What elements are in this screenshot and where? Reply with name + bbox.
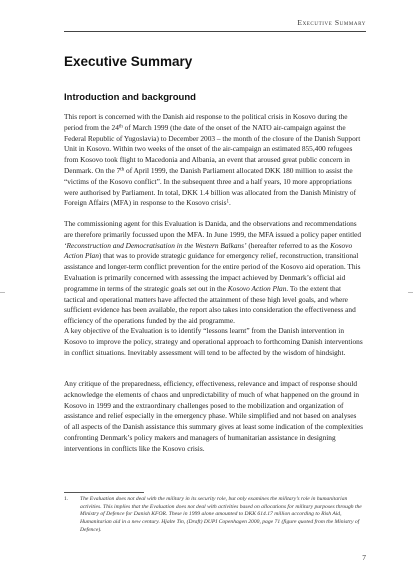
- policy-title: ‘Reconstruction and Democratisation in the Western Balkans’: [64, 240, 247, 250]
- text-run: .: [229, 198, 231, 208]
- text-run: of April 1999, the Danish Parliament allocated DKK 180 million to assist the “victims of the Kosovo conflict”. In the subsequent three and a half years, 10 more appropriations were authorised by Parliament. In total, DKK 1.4 billion was allocated from the Danish Ministry of Foreign Affairs (MFA) in response to the Kosovo crisis: [64, 165, 357, 208]
- superscript: th: [120, 167, 125, 173]
- page-number: 7: [362, 553, 366, 562]
- text-run: (hereafter referred to as the: [246, 240, 331, 250]
- paragraph-intro: [64, 112, 364, 209]
- paragraph-critique: [64, 379, 364, 455]
- crop-mark-right: [408, 292, 413, 293]
- paragraph-text: Any critique of the preparedness, efficiency, effectiveness, relevance and impact of response should acknowledge the elements of chaos and unpredictability of much of what happened on the ground in Kosovo in 1999 and the extraordinary challenges posed to the mobilization and organization of assistance and relief especially in the emergency phase. While simplified and not based on analyses of all aspects of the Danish assistance this summary gives at least some indication of the complexities confronting Denmark’s policy makers and managers of humanitarian assistance in designing interventions in conflicts like the Kosovo crisis.: [64, 379, 363, 453]
- footnote-ref: 1: [226, 199, 229, 205]
- section-heading: Introduction and background: [64, 92, 196, 103]
- text-run: . To the extent that tactical and operational matters have affected the attainment of these high level goals, and where sufficient evidence has been available, the report also takes into consideration the effectiveness and efficiency of the operations funded by the aid programme.: [64, 283, 356, 326]
- crop-mark-left: [0, 292, 5, 293]
- paragraph-text: A key objective of the Evaluation is to identify “lessons learnt” from the Danish intervention in Kosovo to improve the policy, strategy and operational approach to forthcoming Danish interventions in conflict situations. Inevitably assessment will tend to be affected by the wisdom of hindsight.: [64, 326, 363, 357]
- paragraph-commissioning: [64, 219, 364, 327]
- superscript: th: [118, 124, 123, 130]
- plan-name: Kosovo Action Plan: [227, 283, 287, 293]
- header-rule: [64, 31, 366, 32]
- paragraph-objective: [64, 326, 364, 358]
- text-run: This report is concerned with the Danish aid response to the political crisis in Kosovo during the period from the 24: [64, 112, 348, 132]
- footnote-text: The Evaluation does not deal with the military in its security role, but only examines the military’s role in humanitarian activities. This implies that the Evaluation does not deal with activities based on allocations for military purposes through the Ministry of Defence for Danish KFOR. These in 1999 alone amounted to DKK 614.17 million according to Rish Aid, Humanitarian aid in a new century. Hjalte Tin, (Draft) DUPI Copenhagen 2000, page 71 (figure quoted from the Ministry of Defence).: [80, 496, 362, 533]
- text-run: The commissioning agent for this Evaluation is Danida, and the observations and recommendations are therefore primarily focussed upon the MFA. In June 1999, the MFA issued a policy paper entitled: [64, 219, 362, 239]
- plan-name: Kosovo Action Plan: [64, 240, 353, 261]
- page-title: Executive Summary: [64, 54, 193, 69]
- text-run: of March 1999 (the date of the onset of the NATO air-campaign against the Federal Republic of Yugoslavia) to December 2003 – the month of the closure of the Danish Support Unit in Kosovo. Within two weeks of the onset of the air-campaign an estimated 855,400 refugees from Kosovo took flight to Macedonia and Albania, an event that aroused great public concern in Denmark. On the 7: [64, 122, 361, 175]
- text-run: ) that was to provide strategic guidance for emergency relief, reconstruction, transitional assistance and longer-term conflict prevention for the entire period of the Kosovo aid operation. This Evaluation is primarily concerned with assessing the impact achieved by Denmark’s official aid programme in terms of the strategic goals set out in the: [64, 251, 361, 293]
- running-header: Executive Summary: [297, 18, 366, 27]
- footnote: [64, 496, 364, 535]
- footnote-rule: [64, 492, 144, 493]
- footnote-number: 1.: [64, 496, 69, 502]
